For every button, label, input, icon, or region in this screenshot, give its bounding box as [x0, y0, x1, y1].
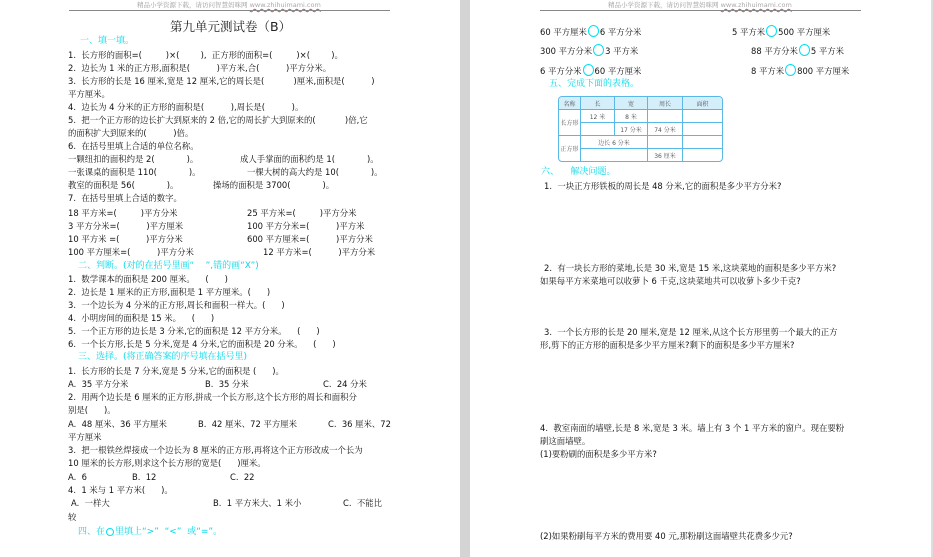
option: A. 6 [68, 472, 87, 482]
cell[interactable] [581, 149, 648, 161]
question-line: 4. 边长为 4 分米的正方形的面积是( ),周长是( )。 [68, 102, 304, 112]
unit-item: 一颗纽扣的面积约是 2( )。 [68, 154, 199, 164]
cell[interactable]: 17 分米 [615, 123, 648, 136]
question-line: 4. 1 米与 1 平方米( )。 [68, 485, 173, 495]
question-line: 刷这面墙壁。 [540, 436, 591, 446]
cell[interactable] [683, 110, 722, 123]
section-heading: 六、 解决问题。 [541, 167, 616, 177]
compare-item [732, 25, 830, 38]
question-line: 别是( )。 [68, 405, 116, 415]
header-text: 精品小学资源下载，请访问智慧妈咪网 [608, 1, 719, 9]
question-line: 4. 教室南面的墙壁,长是 8 米,宽是 3 米。墙上有 3 个 1 平方米的窗户。现在要粉 [540, 423, 845, 433]
convert-item: 10 平方米 =( )平方分米 [68, 234, 183, 244]
question-line: 2. 用两个边长是 6 厘米的正方形,拼成一个长方形,这个长方形的周长和面积分 [68, 392, 357, 402]
unit-item: 一张课桌的面积是 110( )。 [68, 167, 201, 177]
col-header: 名称 [559, 97, 581, 110]
question-line: 1. 一块正方形铁板的周长是 48 分米,它的面积是多少平方分米? [544, 181, 782, 191]
cell[interactable]: 36 厘米 [648, 149, 683, 161]
convert-item: 100 平方厘米=( )平方分米 [68, 247, 194, 257]
answer-circle[interactable] [588, 25, 599, 37]
question-line: 7. 在括号里填上合适的数字。 [68, 193, 182, 203]
compare-left: 88 平方分米 [751, 46, 798, 56]
question-line: 如果每平方米菜地可以收萝卜 6 千克,这块菜地共可以收萝卜多少千克? [540, 276, 801, 286]
convert-item: 18 平方米=( )平方分米 [68, 208, 178, 218]
question-line: (2)如果粉刷每平方米的费用要 40 元,那粉刷这面墙壁共花费多少元? [540, 531, 793, 541]
answer-circle[interactable] [785, 64, 796, 76]
question-line: 6. 一个长方形,长是 5 分米,宽是 4 分米,它的面积是 20 分米。 ( ) [68, 339, 336, 349]
question-line: 1. 数学课本的面积是 200 厘米。 ( ) [68, 274, 228, 284]
question-line: 3. 把一根铁丝焊接成一个边长为 8 厘米的正方形,再将这个正方形改成一个长为 [68, 445, 363, 455]
section-heading: 三、选择。(将正确答案的序号填在括号里) [78, 352, 248, 362]
compare-right: 6 平方分米 [599, 27, 642, 37]
cell[interactable] [683, 136, 722, 149]
compare-right: 500 平方厘米 [778, 27, 831, 37]
compare-right: 60 平方厘米 [594, 66, 642, 76]
option: C. 不能比 [343, 498, 382, 508]
fill-table [558, 96, 723, 162]
compare-left: 5 平方米 [732, 27, 766, 37]
question-line: 平方厘米 [68, 432, 102, 442]
question-line: 5. 把一个正方形的边长扩大到原来的 2 倍,它的周长扩大到原来的( )倍,它 [68, 115, 368, 125]
question-line: 3. 一个长方形的长是 20 厘米,宽是 12 厘米,从这个长方形里剪一个最大的正方 [544, 327, 838, 337]
question-line: 较 [68, 512, 77, 522]
question-line: 3. 长方形的长是 16 厘米,宽是 12 厘米,它的周长是( )厘米,面积是( ) [68, 76, 375, 86]
heading-part: 里填上“>” “<” 或“=”。 [115, 527, 223, 537]
question-line: 的面积扩大到原来的( )倍。 [68, 128, 194, 138]
row-label: 正方形 [559, 136, 581, 161]
section-heading: 五、完成下面的表格。 [549, 79, 640, 89]
header-url[interactable]: www.zhihuimami.com [249, 1, 321, 9]
answer-circle[interactable] [593, 44, 604, 56]
header-text: 精品小学资源下载，请访问智慧妈咪网 [137, 1, 248, 9]
section-heading [78, 527, 222, 538]
compare-item [751, 64, 849, 77]
cell[interactable]: 边长 6 分米 [581, 136, 648, 149]
page-header [137, 0, 321, 9]
question-line: 4. 小明房间的面积是 15 米。 ( ) [68, 313, 215, 323]
section-heading: 二、判断。(对的在括号里画“ ”,错的画“X”) [78, 261, 259, 271]
cell[interactable]: 8 米 [615, 110, 648, 123]
question-line: 2. 有一块长方形的菜地,长是 30 米,宽是 15 米,这块菜地的面积是多少平方米? [544, 263, 837, 273]
convert-item: 12 平方米=( )平方分米 [263, 247, 376, 257]
question-line: 3. 一个边长为 4 分米的正方形,周长和面积一样大。( ) [68, 300, 285, 310]
cell[interactable]: 74 分米 [648, 123, 683, 136]
question-line: 5. 一个正方形的边长是 3 分米,它的面积是 12 平方分米。 ( ) [68, 326, 320, 336]
option: C. 36 厘米、72 [328, 419, 391, 429]
question-line: 平方厘米。 [68, 89, 110, 99]
col-header: 面积 [683, 97, 722, 110]
unit-item: 成人手掌面的面积约是 1( )。 [240, 154, 379, 164]
page-title: 第九单元测试卷（B） [170, 19, 292, 34]
question-line: 6. 在括号里填上合适的单位名称。 [68, 141, 199, 151]
unit-item: 操场的面积是 3700( )。 [213, 180, 335, 190]
question-line: 1. 长方形的长是 7 分米,宽是 5 分米,它的面积是 ( )。 [68, 366, 284, 376]
cell[interactable]: 12 米 [581, 110, 615, 123]
compare-left: 300 平方分米 [540, 46, 593, 56]
col-header: 宽 [615, 97, 648, 110]
compare-left: 6 平方分米 [540, 66, 582, 76]
question-line: 形,剪下的正方形的面积是多少平方厘米?剩下的面积是多少平方厘米? [540, 340, 795, 350]
option: B. 35 分米 [205, 379, 249, 389]
question-line: 1. 长方形的面积=( )×( ), 正方形的面积=( )×( )。 [68, 50, 343, 60]
answer-circle[interactable] [766, 25, 777, 37]
compare-right: 800 平方厘米 [797, 66, 850, 76]
answer-circle[interactable] [583, 64, 594, 76]
col-header: 长 [581, 97, 615, 110]
page-header [608, 0, 792, 9]
question-line: 2. 边长是 1 厘米的正方形,面积是 1 平方厘米。( ) [68, 287, 271, 297]
compare-item [540, 25, 641, 38]
option: A. 35 平方分米 [68, 379, 129, 389]
compare-item [540, 44, 638, 57]
option: B. 1 平方米大、1 米小 [213, 498, 302, 508]
row-label: 长方形 [559, 110, 581, 136]
option: B. 12 [132, 472, 157, 482]
compare-item [540, 64, 641, 77]
option: C. 22 [230, 472, 255, 482]
question-line: (1)要粉刷的面积是多少平方米? [540, 449, 657, 459]
header-rule [540, 10, 861, 11]
convert-item: 100 平方分米=( )平方米 [247, 221, 365, 231]
cell[interactable] [648, 110, 683, 123]
compare-left: 60 平方厘米 [540, 27, 587, 37]
unit-item: 一棵大树的高大约是 10( )。 [247, 167, 383, 177]
col-header: 周长 [648, 97, 683, 110]
answer-circle[interactable] [799, 44, 810, 56]
option: A. 48 厘米、36 平方厘米 [68, 419, 167, 429]
compare-item [751, 44, 844, 57]
option: B. 42 厘米、72 平方厘米 [198, 419, 297, 429]
unit-item: 教室的面积是 56( )。 [68, 180, 179, 190]
circle-icon [106, 528, 114, 536]
option: A. 一样大 [71, 498, 110, 508]
convert-item: 25 平方米=( )平方分米 [247, 208, 357, 218]
convert-item: 600 平方厘米=( )平方分米 [247, 234, 373, 244]
cell[interactable] [581, 123, 615, 136]
cell[interactable] [648, 136, 683, 149]
header-rule [69, 10, 390, 11]
convert-item: 3 平方分米=( )平方厘米 [68, 221, 184, 231]
header-url[interactable]: www.zhihuimami.com [720, 1, 792, 9]
section-heading: 一、填一填。 [80, 36, 135, 46]
option: C. 24 分米 [323, 379, 367, 389]
compare-right: 3 平方米 [605, 46, 639, 56]
cell[interactable] [683, 149, 722, 161]
question-line: 10 厘米的长方形,则求这个长方形的宽是( )厘米。 [68, 458, 266, 468]
heading-part: 四、在 [78, 527, 106, 537]
cell[interactable] [683, 123, 722, 136]
compare-left: 8 平方米 [751, 66, 785, 76]
question-line: 2. 边长为 1 米的正方形,面积是( )平方米,合( )平方分米。 [68, 63, 332, 73]
compare-right: 5 平方米 [810, 46, 844, 56]
